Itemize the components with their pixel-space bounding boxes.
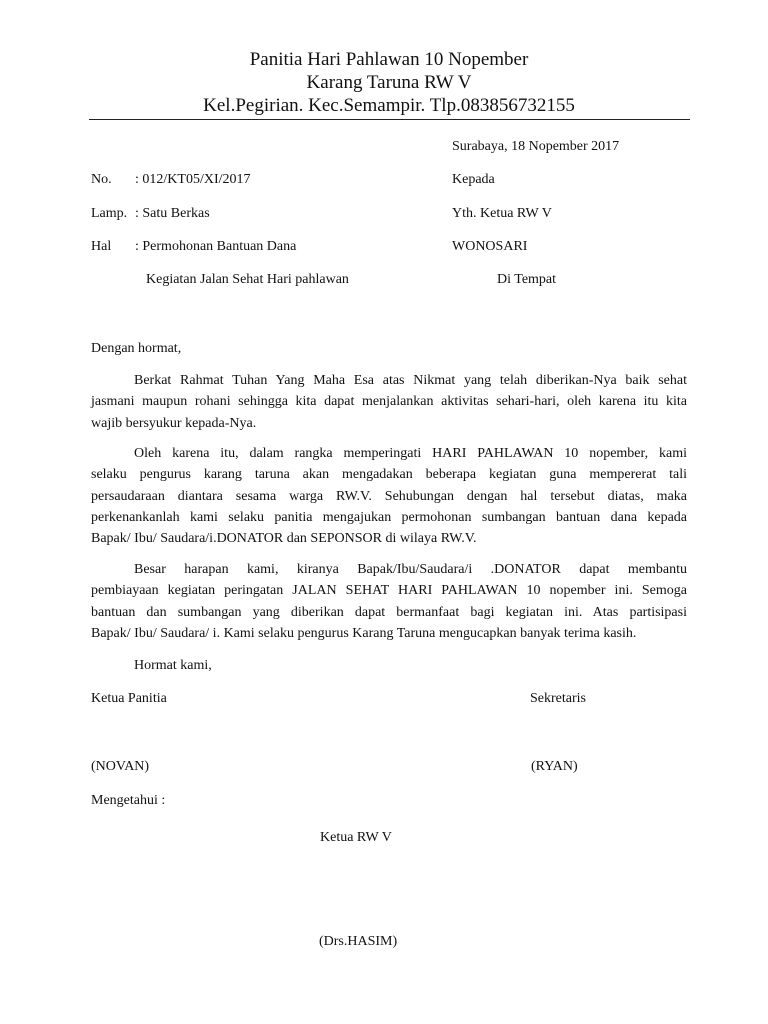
secretary-name: (RYAN) (531, 759, 578, 774)
chair-title: Ketua Panitia (91, 691, 167, 706)
salutation: Dengan hormat, (91, 341, 182, 356)
secretary-title: Sekretaris (530, 691, 586, 706)
rw-head-name: (Drs.HASIM) (319, 934, 398, 949)
letterhead-divider (89, 119, 690, 120)
subject-value: : Permohonan Bantuan Dana (135, 239, 297, 254)
body-paragraph-2 (91, 443, 687, 549)
attachment-label: Lamp. (91, 206, 128, 221)
recipient-place: WONOSARI (452, 239, 528, 254)
paragraph-line: Berkat Rahmat Tuhan Yang Maha Esa atas Nikmat yang telah diberikan-Nya baik sehat (134, 373, 687, 388)
paragraph-line: bantuan dan sumbangan yang diberikan dapat bermanfaat bagi kegiatan ini. Atas partisipasi (91, 604, 687, 620)
letter-date: Surabaya, 18 Nopember 2017 (452, 139, 620, 154)
paragraph-line: persaudaraan diantara sesama warga RW.V. Sehubungan dengan hal tersebut diatas, maka (91, 488, 687, 504)
paragraph-line: Bapak/ Ibu/ Saudara/i.DONATOR dan SEPONSOR di wilaya RW.V. (91, 531, 477, 547)
subject-label: Hal (91, 239, 112, 254)
chair-name: (NOVAN) (91, 759, 150, 774)
paragraph-line: selaku pengurus karang taruna akan mengadakan beberapa kegiatan guna mempererat tali (91, 467, 687, 483)
recipient-name: Yth. Ketua RW V (452, 206, 552, 221)
paragraph-line: Bapak/ Ibu/ Saudara/ i. Kami selaku pengurus Karang Taruna mengucapkan banyak terima kasih. (91, 625, 637, 641)
rw-head-title: Ketua RW V (320, 830, 392, 845)
letterhead-line-3: Kel.Pegirian. Kec.Semampir. Tlp.083856732155 (203, 95, 575, 116)
letterhead-line-2: Karang Taruna RW V (306, 72, 472, 93)
paragraph-line: Besar harapan kami, kiranya Bapak/Ibu/Saudara/i .DONATOR dapat membantu (134, 562, 687, 577)
body-paragraph-3 (91, 559, 687, 644)
closing-greeting: Hormat kami, (134, 658, 212, 673)
subject-value-continued: Kegiatan Jalan Sehat Hari pahlawan (146, 272, 349, 287)
paragraph-line: perkenankanlah kami selaku panitia mengajukan permohonan sumbangan bantuan dana kepada (91, 509, 687, 525)
paragraph-line: Oleh karena itu, dalam rangka memperingati HARI PAHLAWAN 10 nopember, kami (134, 446, 687, 461)
paragraph-line: jasmani maupun rohani sehingga kita dapat menjalankan aktivitas sehari-hari, oleh karena itu kita (91, 394, 687, 410)
acknowledge-label: Mengetahui : (91, 793, 166, 808)
body-paragraph-1 (91, 370, 687, 434)
letterhead-line-1: Panitia Hari Pahlawan 10 Nopember (249, 49, 529, 70)
number-label: No. (91, 172, 112, 187)
attachment-value: : Satu Berkas (135, 206, 210, 221)
recipient-location: Di Tempat (497, 272, 557, 287)
paragraph-line: pembiayaan kegiatan peringatan JALAN SEHAT HARI PAHLAWAN 10 nopember ini. Semoga (91, 583, 687, 599)
recipient-to: Kepada (452, 172, 495, 187)
paragraph-line: wajib bersyukur kepada-Nya. (91, 415, 257, 431)
number-value: : 012/KT05/XI/2017 (135, 172, 251, 187)
